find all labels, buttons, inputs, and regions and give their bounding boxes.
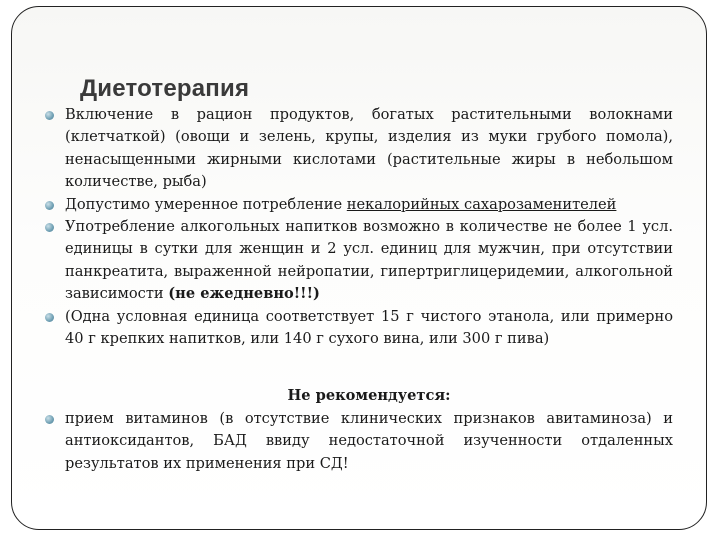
bullet-item-alcohol — [45, 216, 673, 306]
bullet-text: прием витаминов (в отсутствие клинических признаков авитаминоза) и антиоксидантов, БАД ввиду недостаточной изученности отдаленных результатов их применения при СД! — [65, 409, 673, 472]
bullet-text: Включение в рацион продуктов, богатых растительными волокнами (клетчаткой) (овощи и зелень, крупы, изделия из муки грубого помола), ненасыщенными жирными кислотами (растительные жиры в небольшом количестве, рыба) — [65, 106, 673, 191]
bullet-list — [45, 104, 673, 350]
bullet-text: Допустимо умеренное потребление — [65, 195, 347, 213]
bullet-item-sweeteners — [45, 194, 673, 216]
not-recommended-list — [45, 408, 673, 475]
bullet-item-fiber — [45, 104, 673, 194]
bold-warning: (не ежедневно!!!) — [168, 285, 320, 303]
slide-title: Диетотерапия — [80, 75, 250, 102]
bullet-text: (Одна условная единица соответствует 15 г чистого этанола, или примерно 40 г крепких напитков, или 140 г сухого вина, или 300 г пива) — [65, 307, 673, 348]
bullet-text: Употребление алкогольных напитков возможно в количестве не более 1 усл. единицы в сутки для женщин и 2 усл. единиц для мужчин, при отсутствии панкреатита, выраженной нейропатии, гипертриглицеридемии, алкогольной зависимости — [65, 218, 673, 303]
bullet-item-vitamins — [45, 408, 673, 475]
not-recommended-heading: Не рекомендуется: — [287, 387, 451, 405]
spacer — [45, 350, 673, 385]
slide-content — [45, 104, 673, 475]
underlined-term: некалорийных сахарозаменителей — [346, 195, 617, 213]
bullet-item-unit-note — [45, 306, 673, 351]
